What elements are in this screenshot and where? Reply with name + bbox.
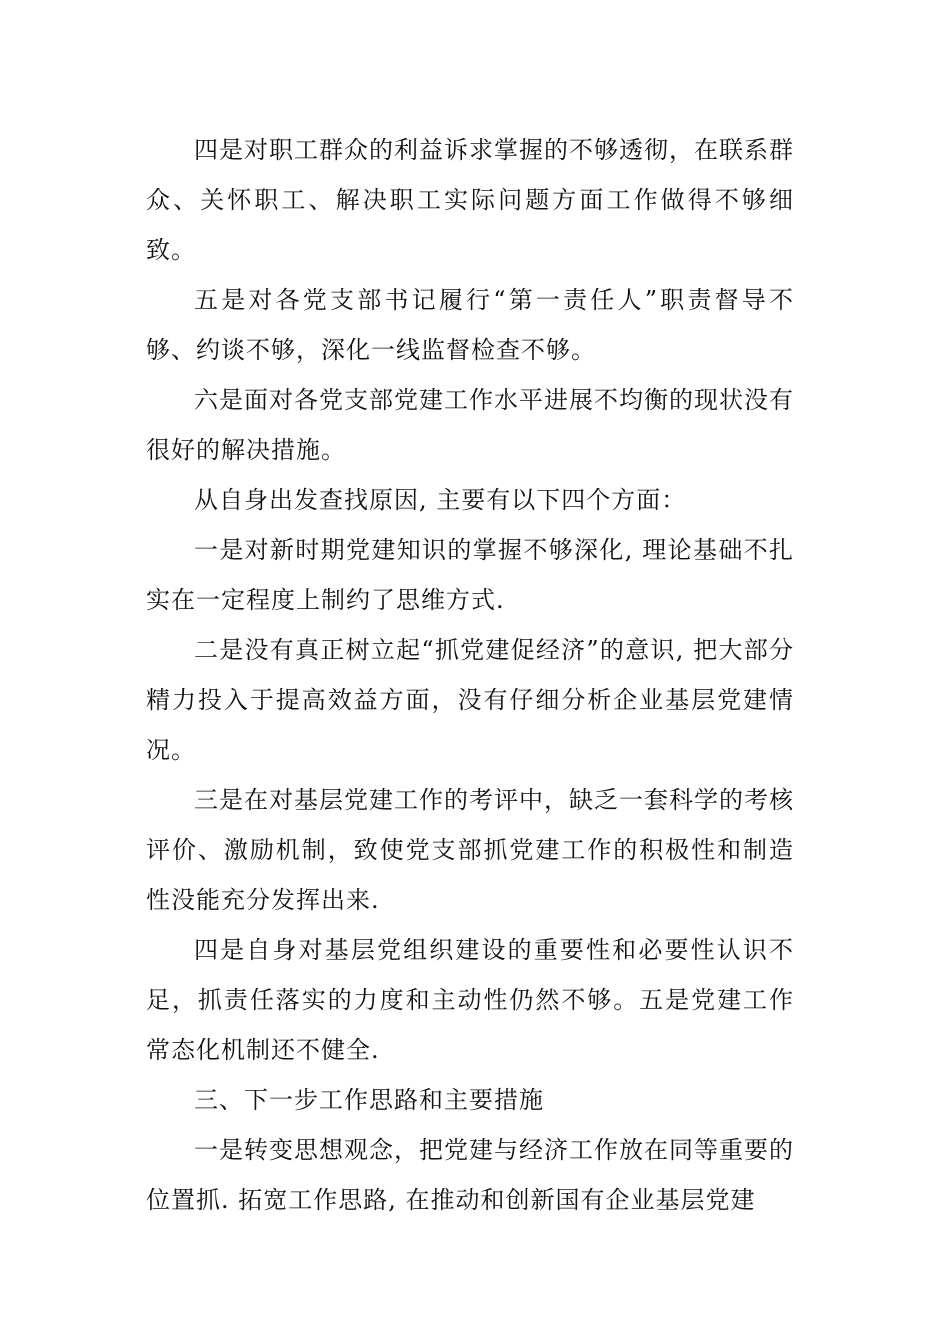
document-body bbox=[146, 125, 794, 1225]
paragraph-issue-five: 五是对各党支部书记履行“第一责任人”职责督导不够、约谈不够，深化一线监督检查不够。 bbox=[146, 286, 794, 364]
paragraph-cause-one: 一是对新时期党建知识的掌握不够深化, 理论基础不扎实在一定程度上制约了思维方式. bbox=[146, 536, 794, 614]
section-heading-next-steps: 三、下一步工作思路和主要措施 bbox=[194, 1086, 544, 1114]
paragraph-issue-six: 六是面对各党支部党建工作水平进展不均衡的现状没有很好的解决措施。 bbox=[146, 386, 794, 464]
paragraph-issue-four: 四是对职工群众的利益诉求掌握的不够透彻，在联系群众、关怀职工、解决职工实际问题方面工作做得不够细致。 bbox=[146, 136, 794, 264]
paragraph-cause-three: 三是在对基层党建工作的考评中，缺乏一套科学的考核评价、激励机制，致使党支部抓党建工作的积极性和制造性没能充分发挥出来. bbox=[146, 786, 794, 914]
paragraph-cause-two: 二是没有真正树立起“抓党建促经济”的意识, 把大部分精力投入于提高效益方面，没有仔细分析企业基层党建情况。 bbox=[146, 636, 794, 764]
paragraph-cause-four: 四是自身对基层党组织建设的重要性和必要性认识不足，抓责任落实的力度和主动性仍然不够。五是党建工作常态化机制还不健全. bbox=[146, 936, 794, 1064]
paragraph-causes-intro: 从自身出发查找原因, 主要有以下四个方面： bbox=[194, 486, 687, 514]
paragraph-measure-one: 一是转变思想观念，把党建与经济工作放在同等重要的位置抓. 拓宽工作思路, 在推动和创新国有企业基层党建 bbox=[146, 1136, 794, 1214]
